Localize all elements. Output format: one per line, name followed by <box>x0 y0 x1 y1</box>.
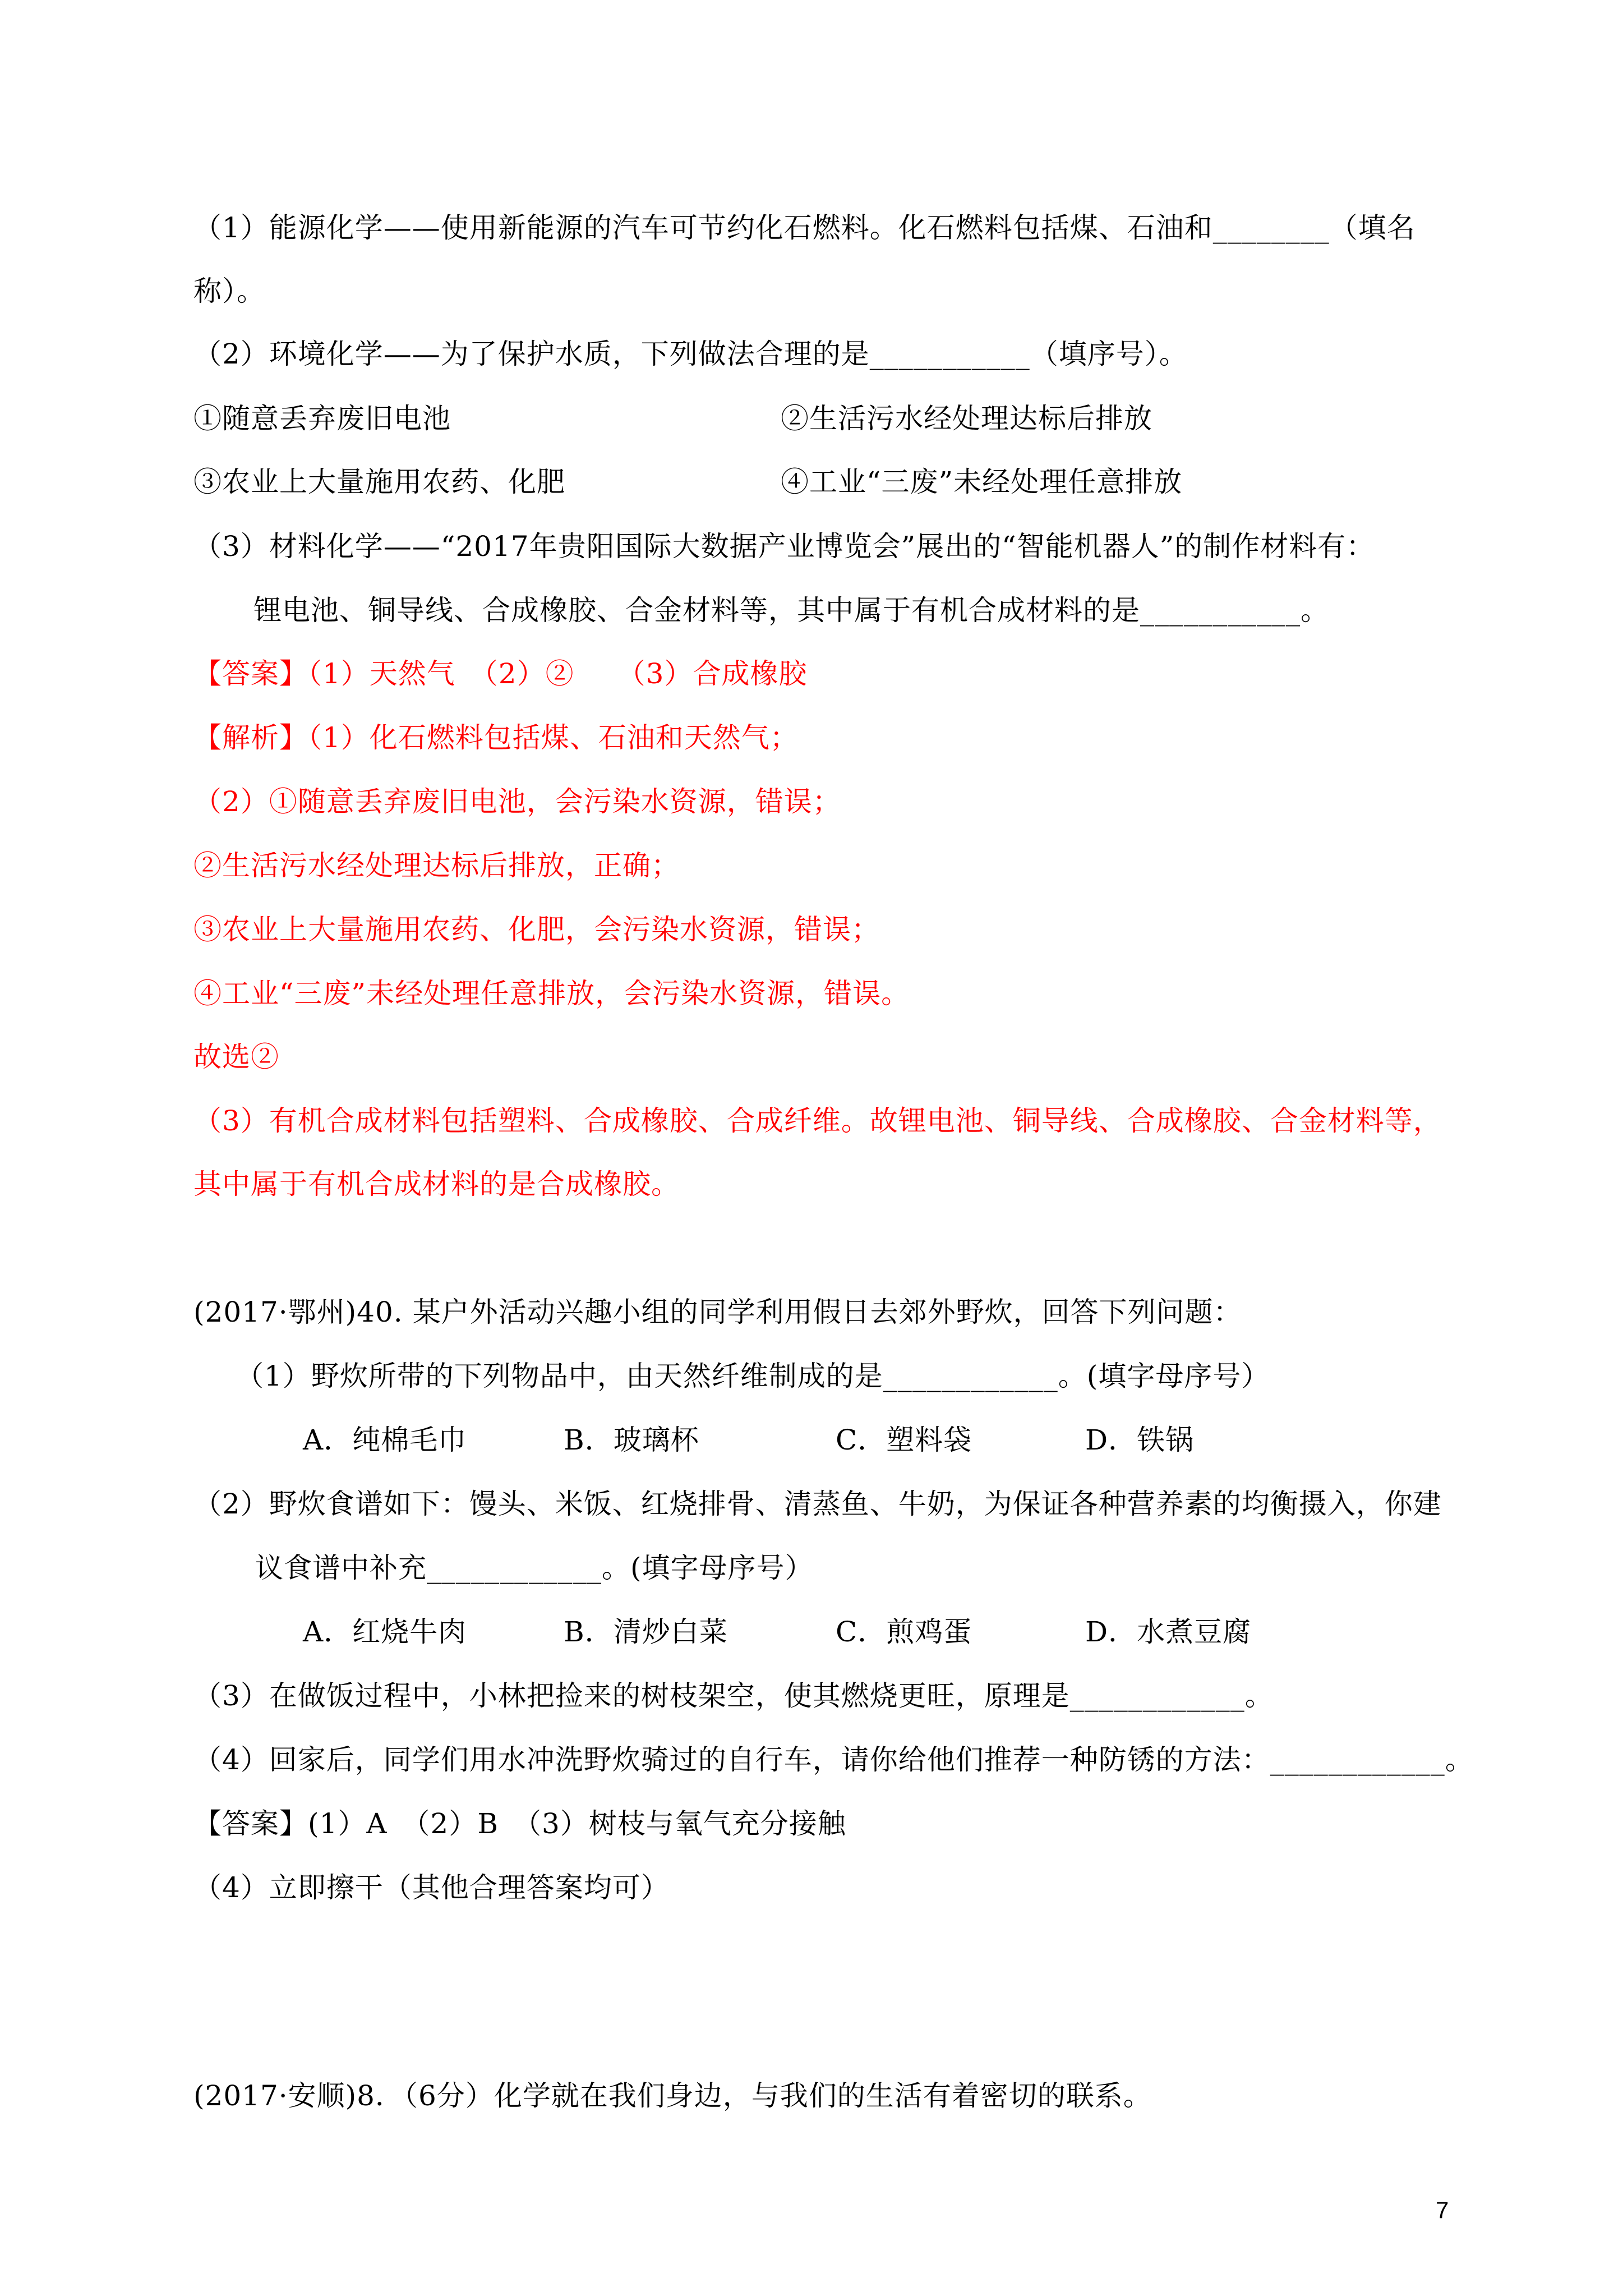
s2-q2-option-b: B．清炒白菜 <box>564 1616 728 1648</box>
s2-q1-option-d: D．铁锅 <box>1085 1424 1195 1456</box>
s2-answer-line-2: （4）立即擦干（其他合理答案均可） <box>193 1871 670 1904</box>
s1-question-3-line-1: （3）材料化学——“2017年贵阳国际大数据产业博览会”展出的“智能机器人”的制作材料有： <box>193 530 1375 563</box>
s1-analysis-line-5: ④工业“三废”未经处理任意排放，会污染水资源，错误。 <box>193 977 910 1010</box>
s1-option-2: ②生活污水经处理达标后排放 <box>781 402 1152 435</box>
s1-question-1-line-1: （1）能源化学——使用新能源的汽车可节约化石燃料。化石燃料包括煤、石油和________（填名 <box>193 211 1415 244</box>
page-number: 7 <box>1436 2197 1449 2223</box>
s1-analysis-line-1: 【解析】（1）化石燃料包括煤、石油和天然气； <box>193 721 799 754</box>
s2-q2-option-a: A．红烧牛肉 <box>303 1616 467 1648</box>
s1-question-1-line-2: 称）。 <box>193 275 265 307</box>
s1-option-4: ④工业“三废”未经处理任意排放 <box>781 466 1183 498</box>
s1-answer: 【答案】（1）天然气 （2）② （3）合成橡胶 <box>193 657 808 690</box>
s2-question-2-line-2: 议食谱中补充____________。(填字母序号） <box>255 1552 814 1584</box>
s1-analysis-line-7: （3）有机合成材料包括塑料、合成橡胶、合成纤维。故锂电池、铜导线、合成橡胶、合金材料等， <box>193 1105 1442 1137</box>
s2-q1-option-a: A．纯棉毛巾 <box>303 1424 467 1456</box>
s2-q1-option-b: B．玻璃杯 <box>564 1424 699 1456</box>
s1-question-3-line-2: 锂电池、铜导线、合成橡胶、合金材料等，其中属于有机合成材料的是___________。 <box>253 594 1329 627</box>
s2-answer-line-1: 【答案】(1）A （2）B （3）树枝与氧气充分接触 <box>193 1807 846 1840</box>
s2-question-3: （3）在做饭过程中，小林把捡来的树枝架空，使其燃烧更旺，原理是____________。 <box>193 1680 1274 1712</box>
s2-q1-option-c: C．塑料袋 <box>836 1424 972 1456</box>
s2-question-4: （4）回家后，同学们用水冲洗野炊骑过的自行车，请你给他们推荐一种防锈的方法：____________。 <box>193 1743 1474 1776</box>
s2-q2-option-c: C．煎鸡蛋 <box>836 1616 972 1648</box>
s1-question-2: （2）环境化学——为了保护水质，下列做法合理的是___________（填序号）。 <box>193 338 1188 370</box>
s1-analysis-line-8: 其中属于有机合成材料的是合成橡胶。 <box>193 1168 680 1200</box>
s1-analysis-line-3: ②生活污水经处理达标后排放，正确； <box>193 849 680 882</box>
s1-analysis-line-2: （2）①随意丢弃废旧电池，会污染水资源，错误； <box>193 785 841 818</box>
s1-option-1: ①随意丢弃废旧电池 <box>193 402 451 435</box>
s2-question-2-line-1: （2）野炊食谱如下：馒头、米饭、红烧排骨、清蒸鱼、牛奶，为保证各种营养素的均衡摄入，你建 <box>193 1488 1442 1520</box>
s1-analysis-line-4: ③农业上大量施用农药、化肥，会污染水资源，错误； <box>193 913 880 946</box>
s2-question-1: （1）野炊所带的下列物品中，由天然纤维制成的是____________。(填字母序号） <box>236 1360 1270 1392</box>
s2-header: (2017·鄂州)40. 某户外活动兴趣小组的同学利用假日去郊外野炊，回答下列问题： <box>193 1296 1242 1328</box>
s3-header: (2017·安顺)8．（6分）化学就在我们身边，与我们的生活有着密切的联系。 <box>193 2079 1152 2112</box>
s1-option-3: ③农业上大量施用农药、化肥 <box>193 466 565 498</box>
s1-analysis-line-6: 故选② <box>193 1041 279 1073</box>
s2-q2-option-d: D．水煮豆腐 <box>1085 1616 1252 1648</box>
